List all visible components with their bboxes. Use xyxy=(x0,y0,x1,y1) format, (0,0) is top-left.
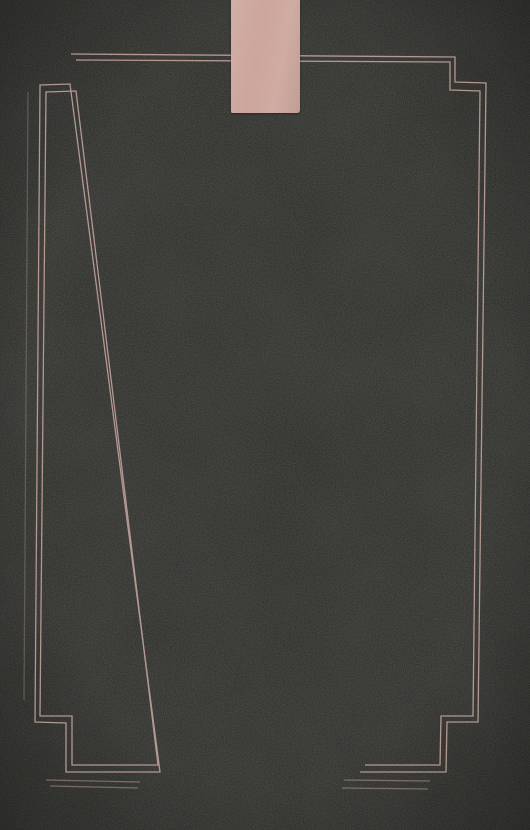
bottom-left-extension xyxy=(46,780,140,788)
washi-tape xyxy=(231,0,300,113)
left-shadow-line xyxy=(24,92,28,700)
outer-frame-line xyxy=(35,54,486,772)
inner-frame-line xyxy=(40,60,480,765)
bottom-right-extension xyxy=(342,780,430,789)
tape-sheen xyxy=(231,0,300,113)
